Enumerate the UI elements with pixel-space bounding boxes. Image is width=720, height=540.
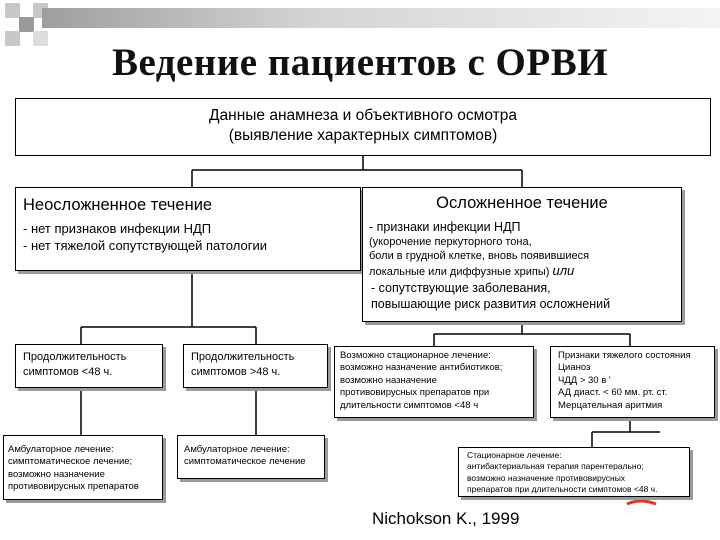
complicated-or: или [552, 263, 575, 278]
duration-short-line-2: симптомов <48 ч. [23, 366, 113, 378]
anamnesis-box [15, 98, 711, 156]
complicated-detail-3: локальные или диффузные хрипы) [369, 266, 550, 278]
uncomplicated-item-1: - нет признаков инфекции НДП [23, 221, 212, 236]
complicated-item-2-line-2: повышающие риск развития осложнений [371, 297, 611, 311]
outpatient-short-box [3, 435, 163, 500]
outpatient-short-line-2: симптоматическое лечение; [8, 456, 133, 468]
inpatient-line-3: возможно назначение противовирусных [467, 472, 626, 483]
inpatient-line-2: антибактериальная терапия парентерально; [467, 461, 644, 472]
outpatient-short-line-1: Амбулаторное лечение: [8, 444, 114, 455]
complicated-course-box [362, 187, 682, 322]
citation: Nichokson K., 1999 [372, 509, 520, 528]
possible-hospital-line-4: противовирусных препаратов при [340, 387, 490, 399]
severe-signs-line-1: Признаки тяжелого состояния [558, 350, 691, 361]
page-title: Ведение пациентов с ОРВИ [111, 41, 609, 84]
complicated-heading: Осложненное течение [436, 194, 608, 212]
severe-signs-line-3: ЧДД > 30 в ' [558, 374, 611, 386]
severe-signs-box [550, 346, 715, 418]
complicated-item-2-line-1: - сопутствующие заболевания, [371, 281, 551, 295]
duration-short-line-1: Продолжительность [23, 351, 127, 363]
anamnesis-line-2: (выявление характерных симптомов) [228, 127, 498, 144]
complicated-detail-2: боли в грудной клетке, вновь появившиеся [369, 250, 590, 262]
complicated-item-1: - признаки инфекции НДП [369, 220, 521, 234]
outpatient-long-line-2: симптоматическое лечение [184, 456, 306, 468]
red-accent-mark [627, 501, 656, 504]
inpatient-line-1: Стационарное лечение: [467, 450, 562, 460]
possible-hospital-line-2: возможно назначение антибиотиков; [340, 362, 503, 374]
duration-short-box [15, 344, 163, 388]
inpatient-line-4: препаратов при длительности симптомов <48 ч. [467, 483, 658, 494]
anamnesis-line-1: Данные анамнеза и объективного осмотра [209, 107, 517, 124]
duration-long-line-1: Продолжительность [191, 351, 295, 363]
severe-signs-line-2: Цианоз [558, 362, 591, 374]
uncomplicated-course-box [15, 187, 361, 271]
inpatient-box [458, 447, 690, 497]
complicated-detail-1: (укорочение перкуторного тона, [369, 236, 532, 248]
uncomplicated-heading: Неосложненное течение [23, 196, 213, 214]
possible-hospital-line-5: длительности симптомов <48 ч [340, 399, 479, 411]
complicated-detail-3-row [369, 263, 681, 280]
severe-signs-line-5: Мерцательная аритмия [558, 399, 663, 411]
uncomplicated-item-2: - нет тяжелой сопутствующей патологии [23, 238, 267, 253]
outpatient-long-line-1: Амбулаторное лечение: [184, 444, 290, 455]
duration-long-box [183, 344, 328, 388]
severe-signs-line-4: АД диаст. < 60 мм. рт. ст. [558, 387, 668, 399]
outpatient-short-line-3: возможно назначение [8, 468, 105, 480]
outpatient-long-box [177, 435, 325, 479]
possible-hospital-box [334, 346, 534, 418]
outpatient-short-line-4: противовирусных препаратов [8, 481, 139, 493]
possible-hospital-line-3: возможно назначение [340, 374, 437, 386]
possible-hospital-line-1: Возможно стационарное лечение: [340, 350, 491, 361]
duration-long-line-2: симптомов >48 ч. [191, 366, 281, 378]
